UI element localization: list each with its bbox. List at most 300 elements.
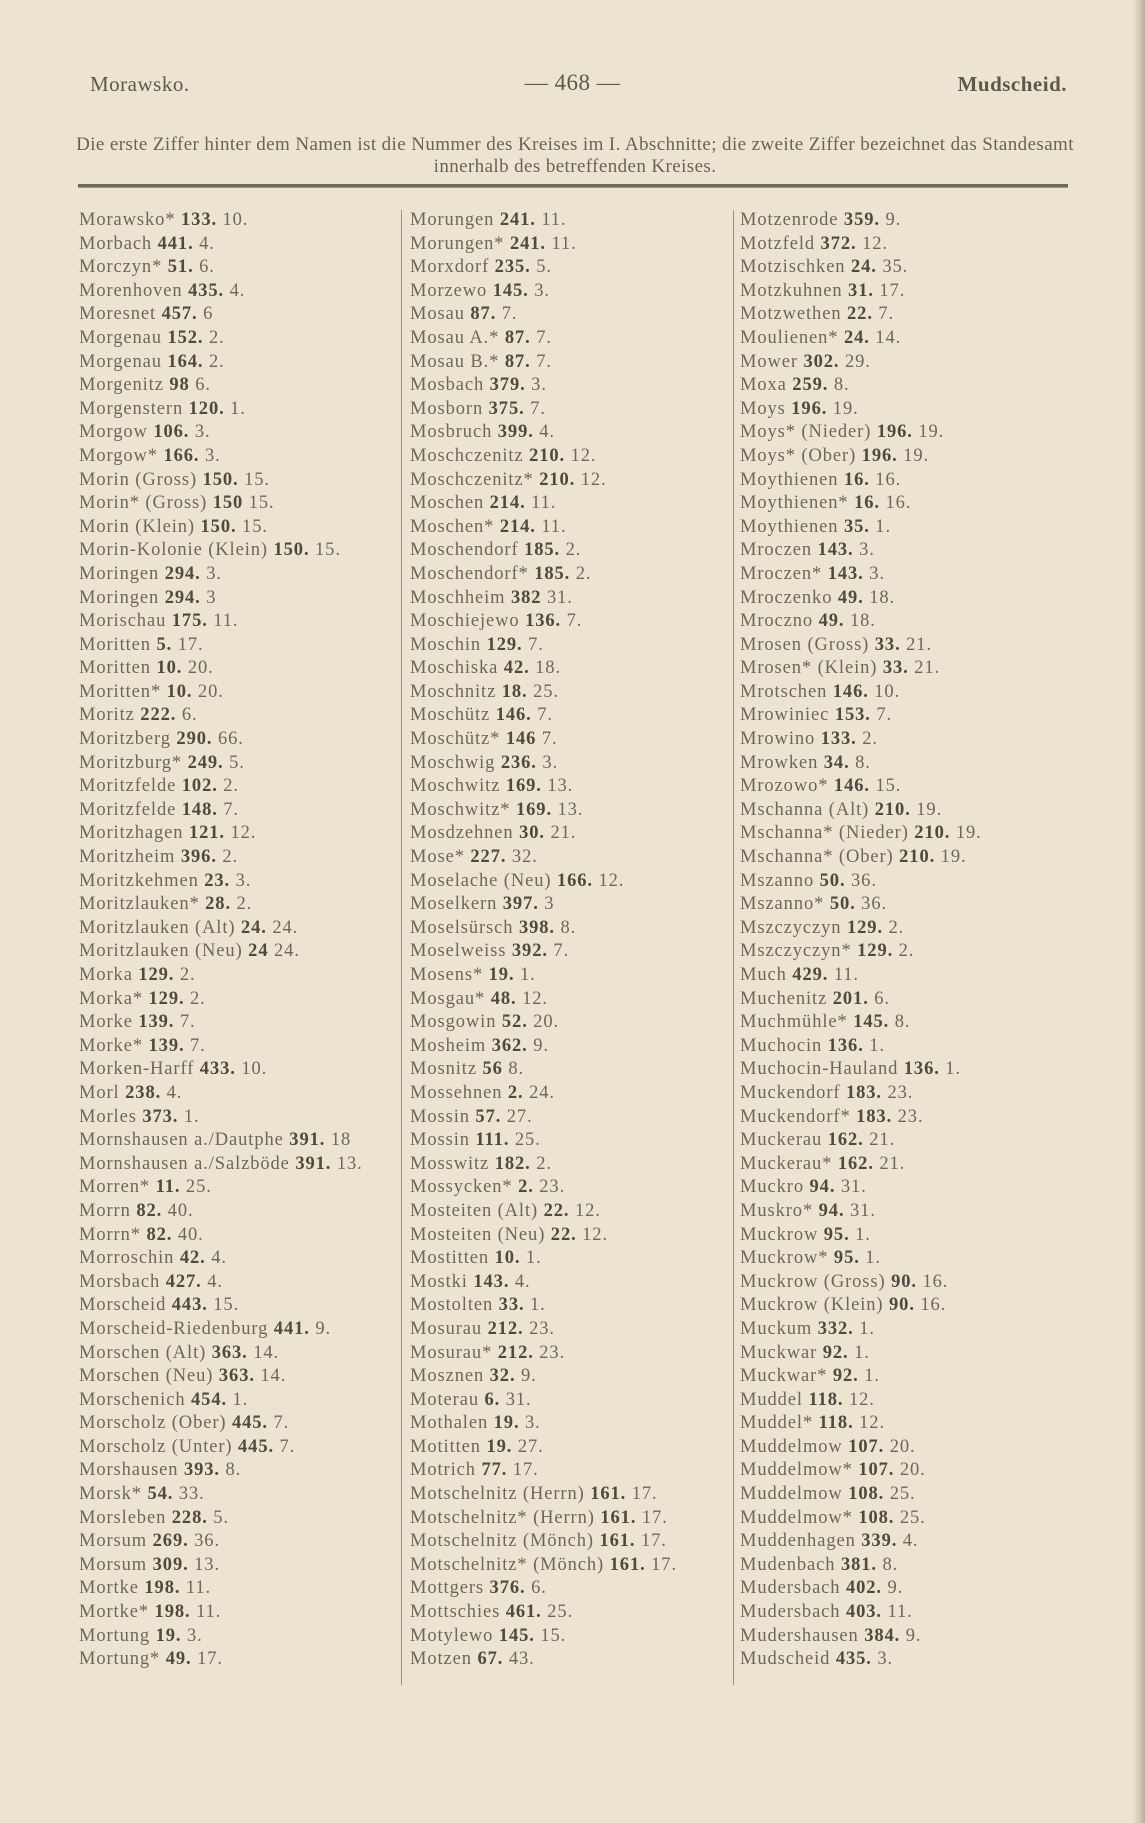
- index-entry: [410, 1106, 740, 1130]
- registry-office-number: 16.: [920, 1295, 947, 1316]
- registry-office-number: 7.: [541, 729, 558, 750]
- registry-office-number: 7.: [273, 1413, 290, 1434]
- entry-name: Mosdzehnen: [410, 823, 514, 844]
- index-entry: [410, 940, 740, 964]
- index-entry: [410, 587, 740, 611]
- district-number: 294.: [164, 563, 201, 584]
- registry-office-number: 12.: [580, 469, 607, 490]
- registry-office-number: 32.: [511, 847, 538, 868]
- district-number: 42.: [503, 658, 530, 679]
- entry-name: Mortke: [79, 1578, 139, 1599]
- district-number: 339.: [861, 1531, 898, 1552]
- index-entry: [79, 1507, 409, 1531]
- entry-name: Morschen (Neu): [79, 1366, 214, 1387]
- index-entry: [410, 516, 740, 540]
- registry-office-number: 8.: [855, 752, 871, 773]
- index-entry: [79, 1530, 409, 1554]
- district-number: 392.: [511, 941, 548, 962]
- index-entry: [740, 1483, 1070, 1507]
- district-number: 30.: [519, 823, 545, 844]
- registry-office-number: 11.: [185, 1578, 212, 1599]
- index-entry: [740, 610, 1070, 634]
- entry-name: Moringen: [79, 563, 160, 584]
- registry-office-number: 1.: [525, 1248, 542, 1269]
- entry-name: Mossehnen: [410, 1082, 503, 1103]
- district-number: 129.: [148, 988, 185, 1009]
- registry-office-number: 3.: [186, 1625, 203, 1646]
- index-entry: [79, 1648, 409, 1672]
- index-entry: [79, 1365, 409, 1389]
- index-entry: [410, 846, 740, 870]
- index-entry: [740, 775, 1070, 799]
- registry-office-number: 15.: [315, 540, 341, 561]
- district-number: 49.: [837, 587, 864, 608]
- registry-office-number: 2.: [222, 847, 239, 868]
- district-number: 82.: [136, 1200, 163, 1221]
- index-entry: [410, 492, 740, 516]
- registry-office-number: 9.: [521, 1366, 537, 1387]
- entry-name: Morke: [79, 1012, 133, 1033]
- index-entry: [740, 1459, 1070, 1483]
- registry-office-number: 24.: [529, 1082, 555, 1103]
- registry-office-number: 24.: [274, 941, 300, 962]
- index-entry: [79, 1011, 409, 1035]
- index-entry: [410, 704, 740, 728]
- index-entry: [410, 280, 740, 304]
- entry-name: Mszczyczyn*: [740, 941, 852, 962]
- entry-name: Moritzburg*: [79, 752, 183, 773]
- registry-office-number: 25.: [547, 1602, 574, 1623]
- district-number: 31.: [848, 280, 874, 301]
- registry-office-number: 8.: [833, 375, 850, 396]
- index-entry: [79, 1224, 409, 1248]
- entry-name: Muchenitz: [740, 988, 828, 1009]
- entry-name: Mose*: [410, 847, 465, 868]
- district-number: 382: [510, 587, 542, 608]
- index-entry: [740, 1035, 1070, 1059]
- district-number: 136.: [827, 1035, 864, 1056]
- entry-name: Moterau: [410, 1389, 479, 1410]
- registry-office-number: 23.: [539, 1342, 566, 1363]
- registry-office-number: 1.: [865, 1248, 881, 1269]
- index-entry: [740, 256, 1070, 280]
- index-entry: [79, 610, 409, 634]
- index-entry: [79, 822, 409, 846]
- registry-office-number: 11.: [887, 1602, 913, 1623]
- registry-office-number: 13.: [547, 776, 574, 797]
- registry-office-number: 2.: [575, 563, 592, 584]
- entry-name: Muddelmow: [740, 1484, 843, 1505]
- registry-office-number: 36.: [861, 894, 887, 915]
- district-number: 139.: [138, 1012, 175, 1033]
- entry-name: Morgow: [79, 422, 148, 443]
- entry-name: Motzfeld: [740, 233, 816, 254]
- index-entry: [410, 1601, 740, 1625]
- index-entry: [79, 445, 409, 469]
- index-entry: [410, 917, 740, 941]
- registry-office-number: 12.: [848, 1389, 875, 1410]
- entry-name: Moritten: [79, 658, 151, 679]
- district-number: 210.: [914, 823, 951, 844]
- registry-office-number: 13.: [557, 799, 584, 820]
- entry-name: Mosau: [410, 304, 465, 325]
- registry-office-number: 7.: [566, 611, 583, 632]
- registry-office-number: 23.: [887, 1082, 914, 1103]
- district-number: 108.: [858, 1507, 895, 1528]
- entry-name: Moritzhagen: [79, 823, 184, 844]
- registry-office-number: 12.: [859, 1413, 885, 1434]
- district-number: 429.: [792, 965, 829, 985]
- district-number: 236.: [500, 752, 537, 773]
- registry-office-number: 7.: [530, 398, 546, 419]
- index-entry: [79, 1294, 409, 1318]
- entry-name: Mostki: [410, 1271, 468, 1292]
- entry-name: Mudscheid: [740, 1649, 831, 1670]
- district-number: 309.: [152, 1554, 189, 1575]
- registry-office-number: 25.: [514, 1130, 541, 1151]
- entry-name: Moritz: [79, 705, 135, 726]
- index-entry: [740, 539, 1070, 563]
- entry-name: Morin (Klein): [79, 516, 195, 537]
- entry-name: Moys* (Nieder): [740, 422, 872, 443]
- district-number: 381.: [840, 1554, 877, 1575]
- entry-name: Mosens*: [410, 965, 484, 985]
- registry-office-number: 2.: [223, 776, 239, 797]
- index-entry: [79, 280, 409, 304]
- district-number: 87.: [504, 351, 531, 372]
- registry-office-number: 31.: [850, 1200, 876, 1221]
- entry-name: Mostolten: [410, 1295, 494, 1316]
- index-entry: [410, 1554, 740, 1578]
- index-entry: [740, 917, 1070, 941]
- index-entry: [79, 917, 409, 941]
- index-entry: [410, 1058, 740, 1082]
- index-entry: [79, 233, 409, 257]
- index-entry: [410, 988, 740, 1012]
- registry-office-number: 25.: [889, 1484, 916, 1505]
- registry-office-number: 7.: [190, 1035, 206, 1056]
- district-number: 403.: [845, 1602, 882, 1623]
- district-number: 24.: [851, 257, 877, 278]
- district-number: 435.: [835, 1649, 872, 1670]
- entry-name: Mudersbach: [740, 1578, 841, 1599]
- district-number: 396.: [180, 847, 217, 868]
- registry-office-number: 18.: [869, 587, 896, 608]
- district-number: 98: [169, 375, 190, 396]
- district-number: 16.: [854, 493, 880, 514]
- district-number: 129.: [138, 965, 175, 985]
- entry-name: Morroschin: [79, 1248, 175, 1269]
- entry-name: Moritten*: [79, 681, 162, 702]
- index-entry: [410, 1412, 740, 1436]
- district-number: 201.: [832, 988, 869, 1009]
- index-entry: [410, 1459, 740, 1483]
- index-entry: [410, 1153, 740, 1177]
- index-entry: [79, 1082, 409, 1106]
- index-entry: [740, 1577, 1070, 1601]
- registry-office-number: 4.: [902, 1531, 919, 1552]
- entry-name: Motitten: [410, 1436, 481, 1457]
- index-entry: [79, 539, 409, 563]
- registry-office-number: 17.: [641, 1507, 668, 1528]
- index-entry: [740, 1365, 1070, 1389]
- registry-office-number: 7.: [501, 304, 518, 325]
- registry-office-number: 29.: [844, 351, 871, 372]
- district-number: 106.: [153, 422, 190, 443]
- index-entry: [740, 681, 1070, 705]
- index-entry: [79, 1200, 409, 1224]
- registry-office-number: 17.: [512, 1460, 539, 1481]
- index-entry: [740, 1176, 1070, 1200]
- entry-name: Mortung*: [79, 1649, 161, 1670]
- district-number: 379.: [489, 375, 526, 396]
- district-number: 82.: [146, 1224, 173, 1245]
- district-number: 259.: [792, 375, 829, 396]
- entry-name: Moschiejewo: [410, 611, 520, 632]
- district-number: 24.: [240, 917, 267, 938]
- registry-office-number: 19.: [955, 823, 982, 844]
- index-entry: [79, 940, 409, 964]
- index-entry: [79, 1106, 409, 1130]
- district-number: 150: [212, 493, 244, 514]
- entry-name: Mroczenko: [740, 587, 833, 608]
- district-number: 182.: [494, 1153, 531, 1174]
- entry-name: Moringen: [79, 587, 160, 608]
- registry-office-number: 36.: [194, 1531, 220, 1552]
- district-number: 107.: [848, 1436, 885, 1457]
- entry-name: Motzischken: [740, 257, 846, 278]
- entry-name: Mortung: [79, 1625, 151, 1646]
- entry-name: Morschenich: [79, 1389, 186, 1410]
- district-number: 162.: [837, 1153, 874, 1174]
- district-number: 375.: [488, 398, 525, 419]
- index-entry: [79, 1153, 409, 1177]
- registry-office-number: 27.: [506, 1106, 533, 1127]
- district-number: 153.: [834, 705, 871, 726]
- registry-office-number: 12.: [522, 988, 548, 1009]
- district-number: 129.: [847, 917, 883, 938]
- registry-office-number: 23.: [539, 1177, 566, 1198]
- index-entry: [410, 1483, 740, 1507]
- district-number: 183.: [856, 1106, 893, 1127]
- registry-office-number: 7.: [553, 941, 570, 962]
- registry-office-number: 1.: [854, 1342, 870, 1363]
- entry-name: Moritzlauken*: [79, 894, 200, 915]
- index-entry: [740, 799, 1070, 823]
- index-entry: [410, 657, 740, 681]
- registry-office-number: 2.: [208, 351, 225, 372]
- index-entry: [740, 516, 1070, 540]
- index-entry: [740, 1153, 1070, 1177]
- district-number: 56: [482, 1059, 503, 1080]
- index-entry: [410, 1176, 740, 1200]
- registry-office-number: 12.: [230, 823, 257, 844]
- entry-name: Mossin: [410, 1106, 470, 1127]
- index-entry: [79, 492, 409, 516]
- entry-name: Mornshausen a./Dautphe: [79, 1130, 284, 1151]
- index-entry: [410, 1011, 740, 1035]
- registry-office-number: 2.: [536, 1153, 552, 1174]
- entry-name: Morenhoven: [79, 280, 183, 301]
- registry-office-number: 9.: [885, 210, 902, 230]
- entry-name: Mudenbach: [740, 1554, 836, 1575]
- entry-name: Motschelnitz (Herrn): [410, 1484, 585, 1505]
- district-number: 146: [505, 729, 537, 750]
- registry-office-number: 21.: [914, 658, 941, 679]
- district-number: 228.: [171, 1507, 208, 1528]
- registry-office-number: 2.: [208, 327, 225, 348]
- index-entry: [410, 1082, 740, 1106]
- entry-name: Moselsürsch: [410, 917, 514, 938]
- entry-name: Moschnitz: [410, 681, 497, 702]
- index-entry: [410, 1530, 740, 1554]
- district-number: 222.: [140, 705, 177, 726]
- index-entry: [79, 964, 409, 988]
- district-number: 241.: [499, 210, 536, 230]
- registry-office-number: 3.: [206, 563, 222, 584]
- entry-name: Morles: [79, 1106, 137, 1127]
- district-number: 143.: [827, 563, 864, 584]
- district-number: 10.: [156, 658, 183, 679]
- district-number: 169.: [505, 776, 542, 797]
- entry-name: Morren*: [79, 1177, 151, 1198]
- registry-office-number: 20.: [899, 1460, 926, 1481]
- district-number: 241.: [509, 233, 546, 254]
- index-column-2: [410, 209, 740, 1672]
- index-entry: [410, 233, 740, 257]
- registry-office-number: 15.: [875, 776, 902, 797]
- entry-name: Morgow*: [79, 445, 158, 466]
- registry-office-number: 33.: [178, 1484, 205, 1505]
- registry-office-number: 35.: [882, 257, 909, 278]
- district-number: 269.: [152, 1531, 189, 1552]
- registry-office-number: 17.: [879, 280, 906, 301]
- registry-office-number: 18.: [535, 658, 561, 679]
- registry-office-number: 1.: [855, 1224, 871, 1245]
- district-number: 139.: [148, 1035, 185, 1056]
- district-number: 162.: [827, 1130, 864, 1151]
- registry-office-number: 11.: [213, 611, 239, 632]
- entry-name: Mosteiten (Alt): [410, 1200, 539, 1221]
- registry-office-number: 4.: [199, 233, 215, 254]
- entry-name: Morin (Gross): [79, 469, 198, 490]
- index-entry: [740, 587, 1070, 611]
- registry-office-number: 2.: [190, 988, 206, 1009]
- district-number: 87.: [470, 304, 497, 325]
- index-column-3: [740, 209, 1070, 1672]
- district-number: 48.: [490, 988, 517, 1009]
- index-entry: [740, 445, 1070, 469]
- entry-name: Muchocin: [740, 1035, 823, 1056]
- entry-name: Morken-Harff: [79, 1059, 195, 1080]
- entry-name: Moythienen: [740, 469, 839, 490]
- index-entry: [740, 1082, 1070, 1106]
- registry-office-number: 21.: [869, 1130, 896, 1151]
- registry-office-number: 40.: [167, 1200, 194, 1221]
- index-entry: [79, 1342, 409, 1366]
- registry-office-number: 10.: [874, 681, 901, 702]
- district-number: 161.: [600, 1507, 637, 1528]
- district-number: 146.: [832, 681, 869, 702]
- registry-office-number: 9.: [315, 1318, 331, 1339]
- entry-name: Mosbruch: [410, 422, 493, 443]
- registry-office-number: 18: [330, 1130, 352, 1151]
- registry-office-number: 3.: [869, 563, 885, 584]
- registry-office-number: 1.: [864, 1366, 880, 1387]
- entry-name: Morungen: [410, 210, 495, 230]
- index-entry: [410, 1200, 740, 1224]
- registry-office-number: 4.: [207, 1271, 223, 1292]
- index-entry: [79, 1601, 409, 1625]
- entry-name: Muckro: [740, 1177, 804, 1198]
- entry-name: Morin* (Gross): [79, 493, 208, 514]
- district-number: 22.: [550, 1224, 577, 1245]
- registry-office-number: 2.: [862, 729, 878, 750]
- index-entry: [740, 704, 1070, 728]
- index-entry: [410, 728, 740, 752]
- entry-name: Muddel*: [740, 1413, 814, 1434]
- index-entry: [79, 893, 409, 917]
- index-entry: [740, 1200, 1070, 1224]
- registry-office-number: 19.: [903, 445, 930, 466]
- index-entry: [79, 1625, 409, 1649]
- district-number: 363.: [211, 1342, 248, 1363]
- entry-name: Mroczno: [740, 611, 814, 632]
- index-entry: [410, 1271, 740, 1295]
- district-number: 185.: [534, 563, 571, 584]
- index-entry: [410, 327, 740, 351]
- index-entry: [410, 1247, 740, 1271]
- district-number: 391.: [289, 1130, 326, 1151]
- district-number: 183.: [845, 1082, 882, 1103]
- index-entry: [410, 1648, 740, 1672]
- registry-office-number: 3.: [204, 445, 221, 466]
- index-entry: [740, 209, 1070, 233]
- registry-office-number: 40.: [177, 1224, 204, 1245]
- entry-name: Morsum: [79, 1531, 148, 1552]
- registry-office-number: 1.: [530, 1295, 546, 1316]
- district-number: 5.: [156, 634, 173, 655]
- district-number: 16.: [843, 469, 870, 490]
- registry-office-number: 18.: [849, 611, 876, 632]
- index-entry: [740, 1389, 1070, 1413]
- entry-name: Motzenrode: [740, 210, 839, 230]
- registry-office-number: 6.: [874, 988, 890, 1009]
- index-entry: [740, 634, 1070, 658]
- district-number: 359.: [843, 210, 880, 230]
- district-number: 90.: [889, 1295, 915, 1316]
- registry-office-number: 17.: [641, 1531, 667, 1552]
- district-number: 150.: [200, 516, 237, 537]
- registry-office-number: 1.: [869, 1035, 885, 1056]
- entry-name: Moschczenitz*: [410, 469, 534, 490]
- registry-office-number: 1.: [945, 1059, 961, 1080]
- index-entry: [740, 1058, 1070, 1082]
- index-entry: [410, 351, 740, 375]
- entry-name: Mottschies: [410, 1602, 501, 1623]
- index-entry: [740, 1011, 1070, 1035]
- registry-office-number: 3.: [877, 1649, 894, 1670]
- entry-name: Mortke*: [79, 1602, 150, 1623]
- entry-name: Mudersbach: [740, 1602, 841, 1623]
- index-entry: [410, 563, 740, 587]
- district-number: 148.: [181, 799, 218, 820]
- registry-office-number: 4.: [211, 1248, 227, 1269]
- registry-office-number: 11.: [541, 516, 567, 537]
- index-entry: [79, 870, 409, 894]
- entry-name: Muckerau: [740, 1130, 823, 1151]
- index-entry: [79, 1389, 409, 1413]
